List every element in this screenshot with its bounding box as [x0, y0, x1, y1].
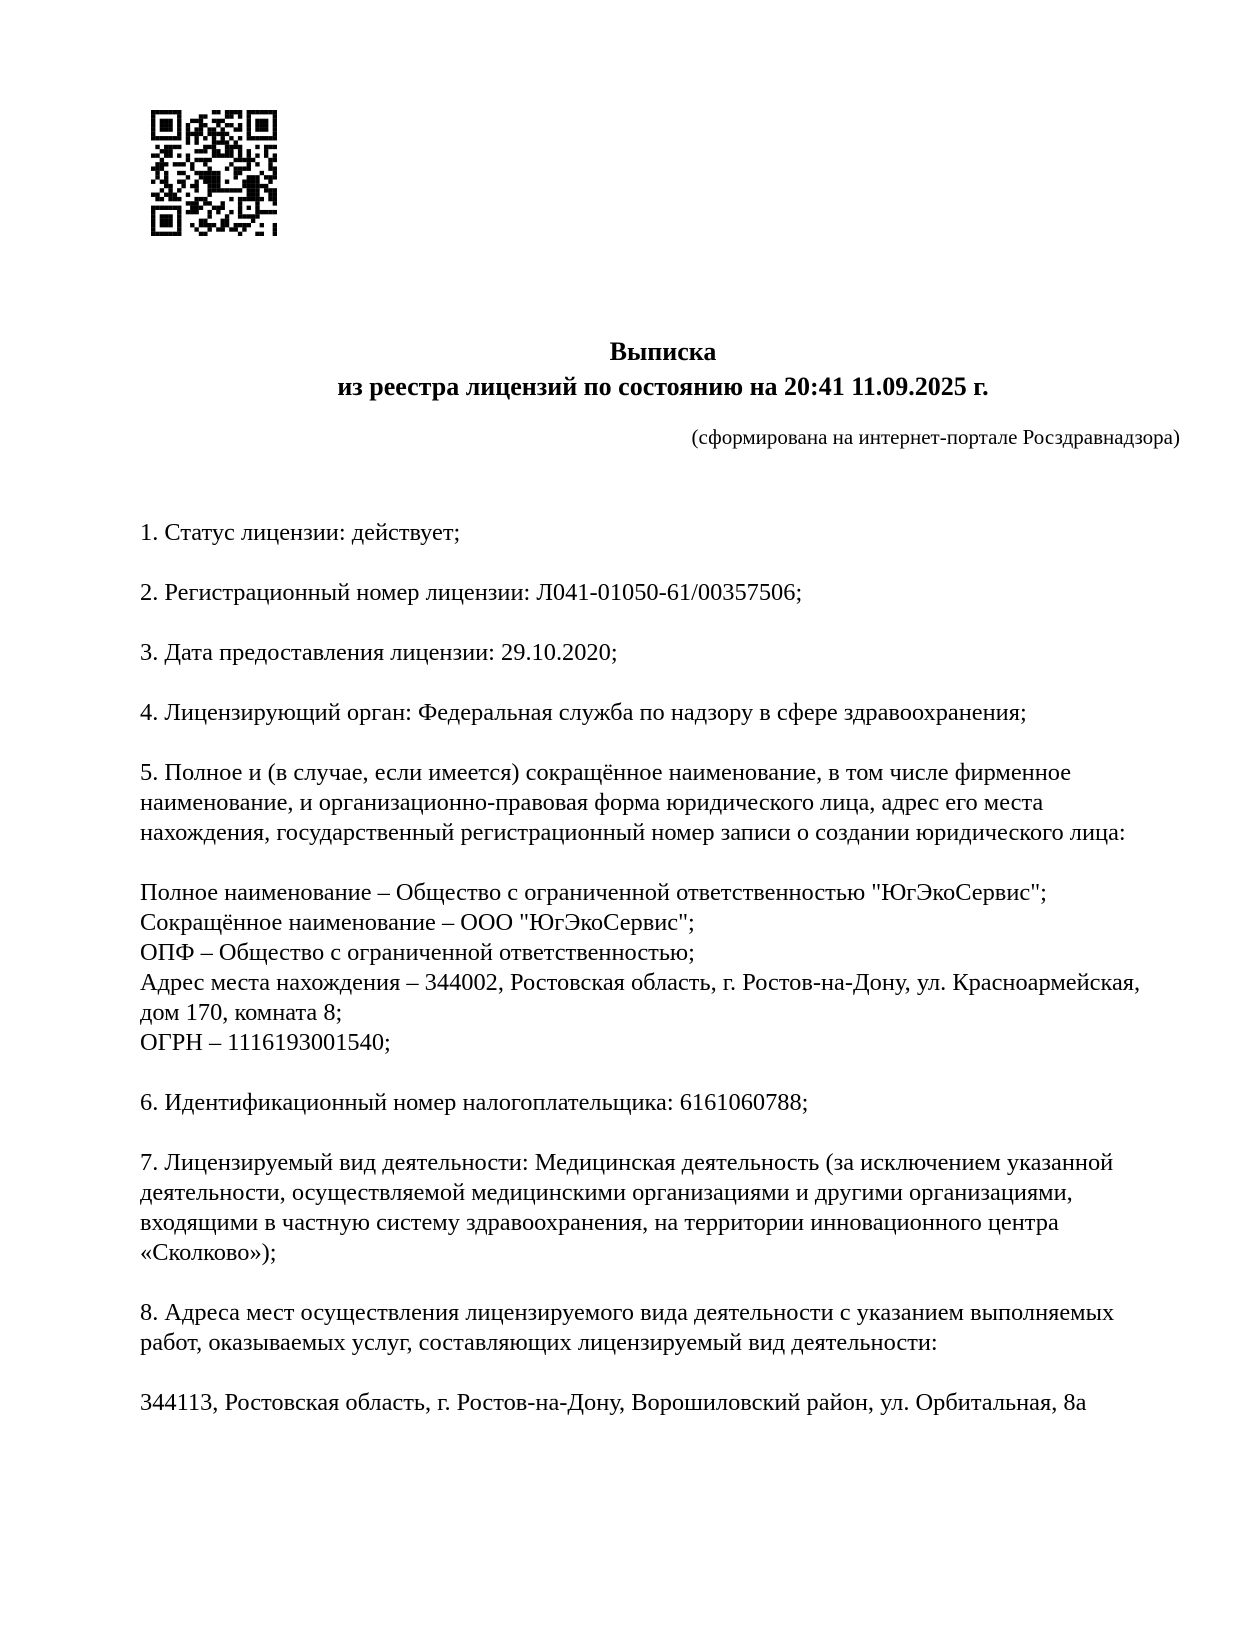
full-name-line: Полное наименование – Общество с ограниченной ответственностью "ЮгЭкоСервис"; [140, 879, 1047, 906]
paragraph-registration-number: 2. Регистрационный номер лицензии: Л041-01050-61/00357506; [140, 579, 803, 606]
title-line-1: Выписка [609, 337, 717, 366]
document-title [140, 334, 1186, 404]
paragraph-activity-addresses-heading: 8. Адреса мест осуществления лицензируемого вида деятельности с указанием выполняемых работ, оказываемых услуг, составляющих лицензируемый вид деятельности: [140, 1299, 1115, 1356]
legal-form-line: ОПФ – Общество с ограниченной ответственностью; [140, 939, 695, 966]
paragraph-licensed-activity: 7. Лицензируемый вид деятельности: Медицинская деятельность (за исключением указанной деятельности, осуществляемой медицинскими организациями и другими организациями, входящими в частную систему здравоохранения, на территории инновационного центра «Сколково»); [140, 1149, 1114, 1266]
legal-address-line: Адрес места нахождения – 344002, Ростовская область, г. Ростов-на-Дону, ул. Красноармейская, дом 170, комната 8; [140, 969, 1141, 1026]
document-body [140, 518, 1145, 1448]
paragraph-legal-entity-details [140, 878, 1145, 1058]
paragraph-activity-address: 344113, Ростовская область, г. Ростов-на-Дону, Ворошиловский район, ул. Орбитальная, 8а [140, 1389, 1087, 1416]
ogrn-line: ОГРН – 1116193001540; [140, 1029, 391, 1056]
paragraph-licensing-authority: 4. Лицензирующий орган: Федеральная служба по надзору в сфере здравоохранения; [140, 699, 1027, 726]
paragraph-license-status: 1. Статус лицензии: действует; [140, 519, 461, 546]
paragraph-license-date: 3. Дата предоставления лицензии: 29.10.2020; [140, 639, 618, 666]
paragraph-entity-info-heading: 5. Полное и (в случае, если имеется) сокращённое наименование, в том числе фирменное наименование, и организационно-правовая форма юридического лица, адрес его места нахождения, государственный регистрационный номер записи о создании юридического лица: [140, 759, 1126, 846]
document-subtitle: (сформирована на интернет-портале Росздравнадзора) [691, 425, 1180, 449]
title-line-2: из реестра лицензий по состоянию на 20:41 11.09.2025 г. [337, 372, 989, 401]
short-name-line: Сокращённое наименование – ООО "ЮгЭкоСервис"; [140, 909, 695, 936]
qr-code [151, 110, 277, 236]
paragraph-inn: 6. Идентификационный номер налогоплательщика: 6161060788; [140, 1089, 809, 1116]
